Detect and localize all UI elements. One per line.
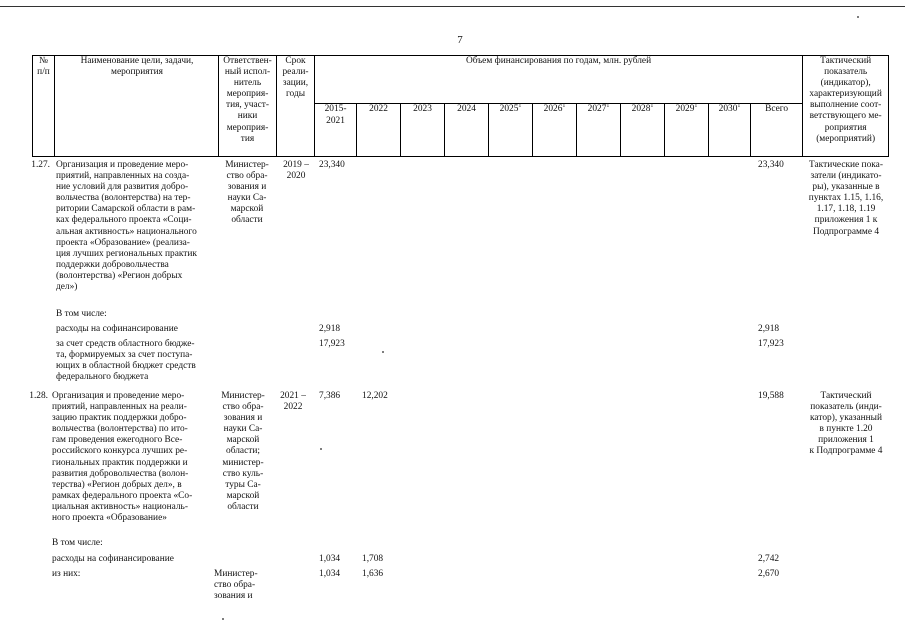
row-number: 1.27. [31,160,50,170]
footnote-mark: 1 [737,103,741,110]
activity-name: Организация и проведение меро- приятий, направленных на реали- зацию практик поддержки добро- вольчества (волонтерства) по ито- гам проведения ежегодного Все- российского конкурса лучших ре- гиональных практик поддержки и развития добровольчества (волон- терства) «Регион добрых дел», в рамках федерального проекта «Со- циальная активность» националь- ного проекта «Образование» [52,391,193,524]
activity-name: Организация и проведение меро- приятий, направленных на созда- ние условий для развития добро- вольчества (волонтерства) на тер- ритории Самарской области в рам- ках федерального проекта «Соци- альная активность» национального проекта «Образование» (реализа- ция лучших региональных практик поддержки добровольчества (волонтерства) «Регион добрых дел») [56,160,197,293]
col-header-funding: Объем финансирования по годам, млн. рублей [315,56,803,104]
amount-2022: 12,202 [362,391,388,401]
col-header-year: 2022 [357,104,401,157]
amount-2015-2021: 17,923 [319,339,345,349]
col-header-name: Наименование цели, задачи, мероприятия [55,56,219,157]
col-header-year: 2028$^1$ [621,104,665,157]
responsible-executor: Министер- ство обра- зования и науки Са- марской области [225,160,269,226]
tactical-indicator: Тактические пока- затели (индикато- ры), указанные в пунктах 1.15, 1.16, 1.17, 1.18, 1.19 приложения 1 к Подпрограмме 4 [808,160,884,237]
col-header-year: 2030$^1$ [709,104,751,157]
cofinancing-label: расходы на софинансирование [56,324,178,334]
amount-2015-2021: 1,034 [319,554,341,564]
col-header-year: 2023 [401,104,445,157]
col-header-num: № п/п [33,56,55,157]
amount-2015-2021: 2,918 [319,324,341,334]
col-header-year: 2025$^1$ [489,104,533,157]
implementation-term: 2019 – 2020 [283,160,309,182]
page-number: 7 [457,34,463,46]
row-number: 1.28. [29,391,48,401]
including-label: В том числе: [52,538,103,548]
col-header-year: 2015- 2021 [315,104,357,157]
responsible-executor: Министер- ство обра- зования и науки Са- марской области; министер- ство куль- туры Са- марской области [221,391,265,512]
cofinancing-label: расходы на софинансирование [52,554,174,564]
implementation-term: 2021 – 2022 [280,391,306,413]
amount-2022: 1,708 [362,554,384,564]
tactical-indicator: Тактический показатель (инди- катор), указанный в пункте 1.20 приложения 1 к Подпрограмме 4 [809,391,883,457]
col-header-year: 2027$^1$ [577,104,621,157]
amount-2015-2021: 7,386 [319,391,341,401]
amount-2015-2021: 23,340 [319,160,345,170]
amount-total: 2,742 [758,554,780,564]
amount-total: 2,918 [758,324,780,334]
amount-total: 17,923 [758,339,784,349]
col-header-total: Всего [751,104,803,157]
amount-total: 23,340 [758,160,784,170]
amount-2022: 1,636 [362,569,384,579]
federal-budget-label: за счет средств областного бюдже- та, формируемых за счет поступа- ющих в областной бюджет средств федерального бюджета [56,339,196,383]
col-header-indicator: Тактический показатель (индикатор), характеризующий выполнение соот- ветствующего ме- роприятия (мероприятий) [803,56,889,157]
col-header-year: 2026$^1$ [533,104,577,157]
footnote-mark: 1 [694,103,698,110]
responsible-executor: Министер- ство обра- зования и [214,569,258,602]
col-header-responsible: Ответствен- ный испол- нитель мероприя- тия, участ- ники мероприя- тия [219,56,277,157]
footnote-mark: 1 [562,103,566,110]
amount-2015-2021: 1,034 [319,569,341,579]
col-header-term: Срок реали- зации, годы [277,56,315,157]
footnote-mark: 1 [606,103,610,110]
col-header-year: 2024 [445,104,489,157]
including-label: В том числе: [56,309,107,319]
of-which-label: из них: [52,569,81,579]
amount-total: 19,588 [758,391,784,401]
footnote-mark: 1 [518,103,522,110]
col-header-year: 2029$^1$ [665,104,709,157]
amount-total: 2,670 [758,569,780,579]
footnote-mark: 1 [650,103,654,110]
